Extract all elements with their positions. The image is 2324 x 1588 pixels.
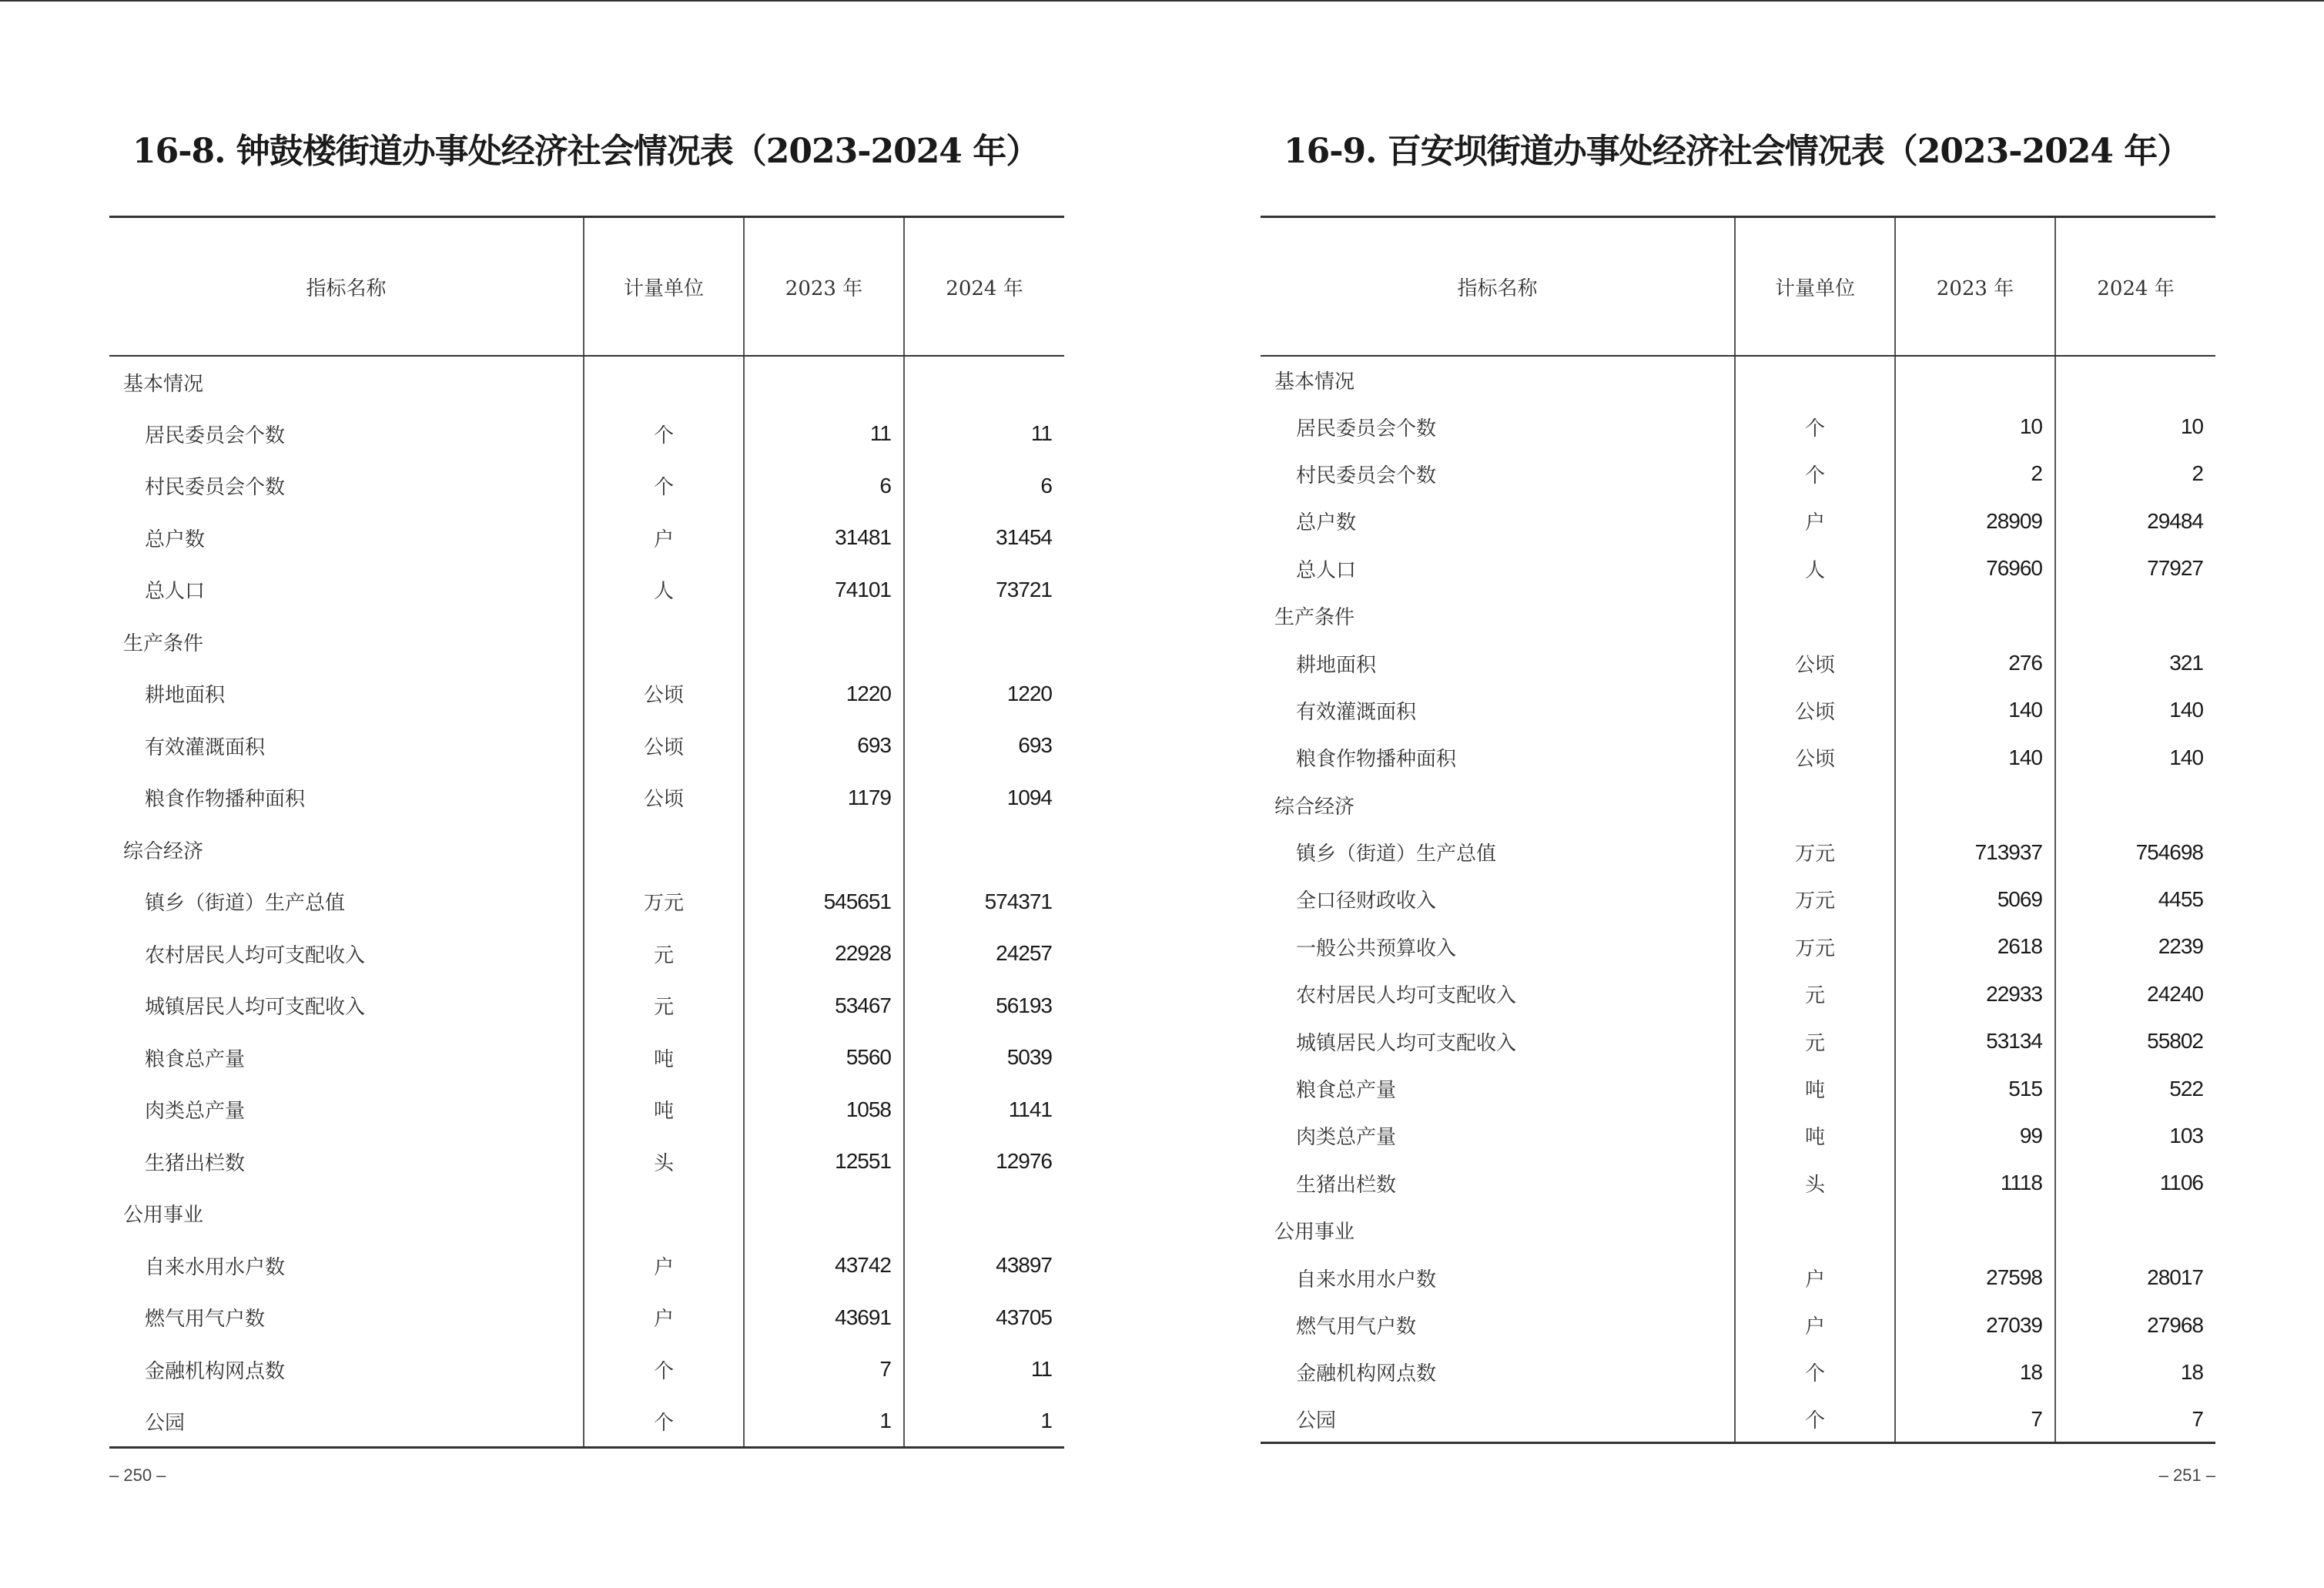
value-2023-cell: 515 (1895, 1065, 2055, 1112)
unit-cell: 元 (584, 928, 744, 980)
value-2023-cell (744, 824, 904, 876)
value-2023-cell: 2 (1895, 451, 2055, 498)
table-row (109, 1136, 1064, 1188)
table-row (109, 1395, 1064, 1448)
unit-cell: 户 (1735, 498, 1895, 544)
value-2023-cell (1895, 782, 2055, 829)
unit-cell: 户 (1735, 1302, 1895, 1348)
page-left (109, 0, 1064, 1588)
value-2024-cell: 77927 (2055, 545, 2215, 592)
value-2024-cell: 11 (904, 408, 1064, 461)
value-2023-cell: 76960 (1895, 545, 2055, 592)
indicator-name-cell: 基本情况 (1274, 370, 1355, 394)
value-2024-cell (2055, 592, 2215, 639)
indicator-name-cell: 总人口 (145, 580, 206, 604)
table-row (109, 928, 1064, 980)
indicator-name-cell: 耕地面积 (1296, 653, 1377, 677)
unit-cell: 头 (584, 1136, 744, 1188)
value-2024-cell: 27968 (2055, 1302, 2215, 1348)
value-2024-cell (2055, 1207, 2215, 1254)
table-row (1261, 923, 2215, 970)
header-indicator-name: 指标名称 (109, 217, 584, 357)
unit-cell (1735, 356, 1895, 403)
section-row (1261, 782, 2215, 829)
value-2024-cell: 2239 (2055, 923, 2215, 970)
table-header (109, 217, 1064, 357)
table-row (109, 668, 1064, 720)
table-row (1261, 687, 2215, 734)
header-row (109, 217, 1064, 357)
value-2023-cell: 276 (1895, 639, 2055, 686)
value-2023-cell: 31481 (744, 512, 904, 565)
unit-cell (584, 1188, 744, 1240)
indicator-name-cell: 村民委员会个数 (145, 476, 286, 500)
value-2024-cell: 140 (2055, 687, 2215, 734)
table-row (1261, 639, 2215, 686)
value-2023-cell (1895, 592, 2055, 639)
value-2024-cell: 73721 (904, 564, 1064, 616)
table-row (1261, 1065, 2215, 1112)
unit-cell: 吨 (1735, 1065, 1895, 1112)
value-2024-cell: 31454 (904, 512, 1064, 565)
value-2023-cell: 6 (744, 460, 904, 512)
indicator-name-cell: 公用事业 (1274, 1221, 1355, 1245)
page-right (1261, 0, 2215, 1588)
value-2023-cell: 140 (1895, 687, 2055, 734)
value-2023-cell: 43742 (744, 1240, 904, 1292)
unit-cell (1735, 1207, 1895, 1254)
unit-cell: 人 (584, 564, 744, 616)
header-unit: 计量单位 (584, 217, 744, 357)
section-row (109, 1188, 1064, 1240)
unit-cell (584, 356, 744, 408)
table-row (1261, 876, 2215, 923)
page-number: – 251 – (2158, 1466, 2215, 1485)
value-2023-cell: 1179 (744, 772, 904, 824)
table-row (1261, 1302, 2215, 1348)
unit-cell: 公顷 (1735, 639, 1895, 686)
unit-cell: 万元 (584, 876, 744, 928)
table-row (109, 512, 1064, 565)
table-row (1261, 498, 2215, 544)
table-row (109, 460, 1064, 512)
table-row (109, 1084, 1064, 1136)
value-2024-cell: 55802 (2055, 1017, 2215, 1064)
indicator-name-cell: 总户数 (145, 528, 206, 551)
value-2024-cell: 24257 (904, 928, 1064, 980)
value-2024-cell: 522 (2055, 1065, 2215, 1112)
header-year-2023: 2023 年 (744, 217, 904, 357)
value-2023-cell (1895, 356, 2055, 403)
unit-cell: 万元 (1735, 876, 1895, 923)
unit-cell: 个 (584, 408, 744, 461)
unit-cell: 元 (1735, 970, 1895, 1017)
unit-cell: 公顷 (584, 668, 744, 720)
indicator-name-cell: 农村居民人均可支配收入 (145, 943, 366, 967)
indicator-name-cell: 燃气用气户数 (1296, 1315, 1417, 1338)
stats-table (109, 216, 1064, 1449)
indicator-name-cell: 公园 (145, 1411, 186, 1435)
value-2024-cell (904, 824, 1064, 876)
unit-cell: 个 (1735, 1396, 1895, 1443)
value-2023-cell: 27039 (1895, 1302, 2055, 1348)
value-2023-cell: 11 (744, 408, 904, 461)
indicator-name-cell: 总户数 (1296, 511, 1357, 535)
section-row (109, 824, 1064, 876)
value-2024-cell: 321 (2055, 639, 2215, 686)
unit-cell: 万元 (1735, 923, 1895, 970)
value-2023-cell: 693 (744, 720, 904, 772)
header-year-2023: 2023 年 (1895, 217, 2055, 357)
value-2023-cell: 5560 (744, 1032, 904, 1084)
value-2023-cell: 53134 (1895, 1017, 2055, 1064)
unit-cell: 吨 (584, 1084, 744, 1136)
indicator-name-cell: 农村居民人均可支配收入 (1296, 984, 1517, 1008)
unit-cell: 吨 (584, 1032, 744, 1084)
unit-cell: 个 (1735, 403, 1895, 450)
indicator-name-cell: 粮食作物播种面积 (145, 788, 306, 812)
header-year-2024: 2024 年 (904, 217, 1064, 357)
value-2023-cell: 140 (1895, 734, 2055, 781)
value-2023-cell: 7 (1895, 1396, 2055, 1443)
value-2024-cell (904, 1188, 1064, 1240)
table-row (109, 408, 1064, 461)
indicator-name-cell: 有效灌溉面积 (1296, 700, 1417, 724)
header-year-2024: 2024 年 (2055, 217, 2215, 357)
section-row (109, 616, 1064, 668)
value-2023-cell: 1118 (1895, 1160, 2055, 1207)
value-2024-cell: 43705 (904, 1292, 1064, 1344)
value-2023-cell: 74101 (744, 564, 904, 616)
value-2023-cell: 1058 (744, 1084, 904, 1136)
table-row (1261, 1017, 2215, 1064)
unit-cell: 头 (1735, 1160, 1895, 1207)
indicator-name-cell: 居民委员会个数 (1296, 417, 1437, 441)
value-2024-cell: 1141 (904, 1084, 1064, 1136)
indicator-name-cell: 生产条件 (123, 632, 204, 655)
table-row (109, 876, 1064, 928)
table-row (1261, 403, 2215, 450)
table-row (1261, 734, 2215, 781)
unit-cell: 个 (584, 460, 744, 512)
value-2024-cell: 56193 (904, 980, 1064, 1032)
unit-cell (1735, 592, 1895, 639)
value-2024-cell (904, 616, 1064, 668)
value-2023-cell: 713937 (1895, 829, 2055, 876)
indicator-name-cell: 粮食总产量 (1296, 1079, 1397, 1103)
table-container (1261, 216, 2215, 1444)
table-row (109, 1032, 1064, 1084)
indicator-name-cell: 粮食作物播种面积 (1296, 748, 1457, 772)
table-row (1261, 545, 2215, 592)
table-row (1261, 1396, 2215, 1443)
value-2024-cell: 1094 (904, 772, 1064, 824)
value-2023-cell: 1220 (744, 668, 904, 720)
table-title: 16-9. 百安坝街道办事处经济社会情况表（2023-2024 年） (1284, 132, 2191, 171)
unit-cell: 户 (584, 1292, 744, 1344)
unit-cell: 个 (584, 1395, 744, 1448)
indicator-name-cell: 公园 (1296, 1409, 1337, 1433)
indicator-name-cell: 自来水用水户数 (1296, 1268, 1437, 1292)
unit-cell: 元 (584, 980, 744, 1032)
value-2023-cell (744, 1188, 904, 1240)
value-2024-cell: 1 (904, 1395, 1064, 1448)
value-2023-cell: 10 (1895, 403, 2055, 450)
unit-cell: 户 (584, 512, 744, 565)
value-2023-cell: 18 (1895, 1348, 2055, 1395)
indicator-name-cell: 生猪出栏数 (145, 1151, 246, 1175)
indicator-name-cell: 总人口 (1296, 558, 1357, 582)
unit-cell: 公顷 (584, 720, 744, 772)
indicator-name-cell: 公用事业 (123, 1204, 204, 1228)
value-2024-cell: 1106 (2055, 1160, 2215, 1207)
value-2023-cell: 28909 (1895, 498, 2055, 544)
table-header (1261, 217, 2215, 357)
value-2023-cell: 2618 (1895, 923, 2055, 970)
unit-cell (1735, 782, 1895, 829)
table-row (1261, 829, 2215, 876)
table-row (109, 720, 1064, 772)
value-2024-cell: 10 (2055, 403, 2215, 450)
table-row (1261, 451, 2215, 498)
unit-cell: 人 (1735, 545, 1895, 592)
value-2024-cell: 24240 (2055, 970, 2215, 1017)
value-2023-cell: 43691 (744, 1292, 904, 1344)
table-row (1261, 1348, 2215, 1395)
header-unit: 计量单位 (1735, 217, 1895, 357)
unit-cell: 元 (1735, 1017, 1895, 1064)
value-2023-cell: 27598 (1895, 1254, 2055, 1301)
indicator-name-cell: 镇乡（街道）生产总值 (145, 892, 346, 916)
table-row (109, 1240, 1064, 1292)
value-2024-cell: 2 (2055, 451, 2215, 498)
value-2024-cell: 754698 (2055, 829, 2215, 876)
table-container (109, 216, 1064, 1449)
header-indicator-name: 指标名称 (1261, 217, 1735, 357)
table-row (1261, 1254, 2215, 1301)
page-number: – 250 – (109, 1466, 166, 1485)
section-row (1261, 356, 2215, 403)
unit-cell: 公顷 (1735, 734, 1895, 781)
table-body (109, 356, 1064, 1448)
table-row (109, 980, 1064, 1032)
value-2024-cell: 11 (904, 1344, 1064, 1396)
indicator-name-cell: 生猪出栏数 (1296, 1173, 1397, 1197)
value-2023-cell: 53467 (744, 980, 904, 1032)
value-2024-cell (2055, 356, 2215, 403)
value-2024-cell: 29484 (2055, 498, 2215, 544)
table-body (1261, 356, 2215, 1443)
value-2024-cell: 4455 (2055, 876, 2215, 923)
unit-cell: 个 (1735, 451, 1895, 498)
value-2024-cell: 12976 (904, 1136, 1064, 1188)
value-2024-cell: 5039 (904, 1032, 1064, 1084)
indicator-name-cell: 自来水用水户数 (145, 1255, 286, 1279)
indicator-name-cell: 肉类总产量 (145, 1100, 246, 1124)
table-row (109, 564, 1064, 616)
indicator-name-cell: 综合经济 (123, 839, 204, 863)
value-2024-cell: 103 (2055, 1112, 2215, 1159)
value-2023-cell (1895, 1207, 2055, 1254)
value-2024-cell (2055, 782, 2215, 829)
indicator-name-cell: 耕地面积 (145, 684, 226, 708)
value-2024-cell: 693 (904, 720, 1064, 772)
indicator-name-cell: 全口径财政收入 (1296, 889, 1437, 913)
unit-cell (584, 616, 744, 668)
header-row (1261, 217, 2215, 357)
indicator-name-cell: 居民委员会个数 (145, 424, 286, 447)
table-row (1261, 1160, 2215, 1207)
indicator-name-cell: 金融机构网点数 (1296, 1362, 1437, 1386)
unit-cell: 公顷 (584, 772, 744, 824)
value-2023-cell: 99 (1895, 1112, 2055, 1159)
unit-cell: 个 (1735, 1348, 1895, 1395)
indicator-name-cell: 一般公共预算收入 (1296, 936, 1457, 960)
value-2024-cell: 574371 (904, 876, 1064, 928)
indicator-name-cell: 生产条件 (1274, 606, 1355, 630)
value-2023-cell: 12551 (744, 1136, 904, 1188)
value-2023-cell: 545651 (744, 876, 904, 928)
section-row (1261, 1207, 2215, 1254)
section-row (1261, 592, 2215, 639)
table-row (109, 772, 1064, 824)
indicator-name-cell: 粮食总产量 (145, 1047, 246, 1071)
value-2024-cell: 140 (2055, 734, 2215, 781)
indicator-name-cell: 燃气用气户数 (145, 1308, 266, 1332)
value-2023-cell (744, 616, 904, 668)
value-2023-cell: 22933 (1895, 970, 2055, 1017)
indicator-name-cell: 有效灌溉面积 (145, 735, 266, 759)
indicator-name-cell: 村民委员会个数 (1296, 464, 1437, 487)
value-2024-cell: 18 (2055, 1348, 2215, 1395)
unit-cell: 万元 (1735, 829, 1895, 876)
unit-cell: 个 (584, 1344, 744, 1396)
value-2024-cell: 1220 (904, 668, 1064, 720)
unit-cell: 户 (1735, 1254, 1895, 1301)
value-2024-cell (904, 356, 1064, 408)
unit-cell: 户 (584, 1240, 744, 1292)
unit-cell: 吨 (1735, 1112, 1895, 1159)
value-2023-cell: 1 (744, 1395, 904, 1448)
table-row (109, 1292, 1064, 1344)
value-2023-cell: 22928 (744, 928, 904, 980)
indicator-name-cell: 金融机构网点数 (145, 1359, 286, 1383)
indicator-name-cell: 城镇居民人均可支配收入 (145, 996, 366, 1020)
table-title: 16-8. 钟鼓楼街道办事处经济社会情况表（2023-2024 年） (132, 132, 1040, 171)
value-2024-cell: 7 (2055, 1396, 2215, 1443)
unit-cell: 公顷 (1735, 687, 1895, 734)
table-row (1261, 1112, 2215, 1159)
indicator-name-cell: 镇乡（街道）生产总值 (1296, 843, 1497, 866)
value-2024-cell: 6 (904, 460, 1064, 512)
indicator-name-cell: 城镇居民人均可支配收入 (1296, 1031, 1517, 1055)
value-2023-cell: 7 (744, 1344, 904, 1396)
stats-table (1261, 216, 2215, 1444)
unit-cell (584, 824, 744, 876)
section-row (109, 356, 1064, 408)
table-row (1261, 970, 2215, 1017)
value-2023-cell: 5069 (1895, 876, 2055, 923)
indicator-name-cell: 综合经济 (1274, 795, 1355, 819)
indicator-name-cell: 基本情况 (123, 372, 204, 396)
value-2024-cell: 28017 (2055, 1254, 2215, 1301)
table-row (109, 1344, 1064, 1396)
value-2023-cell (744, 356, 904, 408)
indicator-name-cell: 肉类总产量 (1296, 1126, 1397, 1150)
value-2024-cell: 43897 (904, 1240, 1064, 1292)
